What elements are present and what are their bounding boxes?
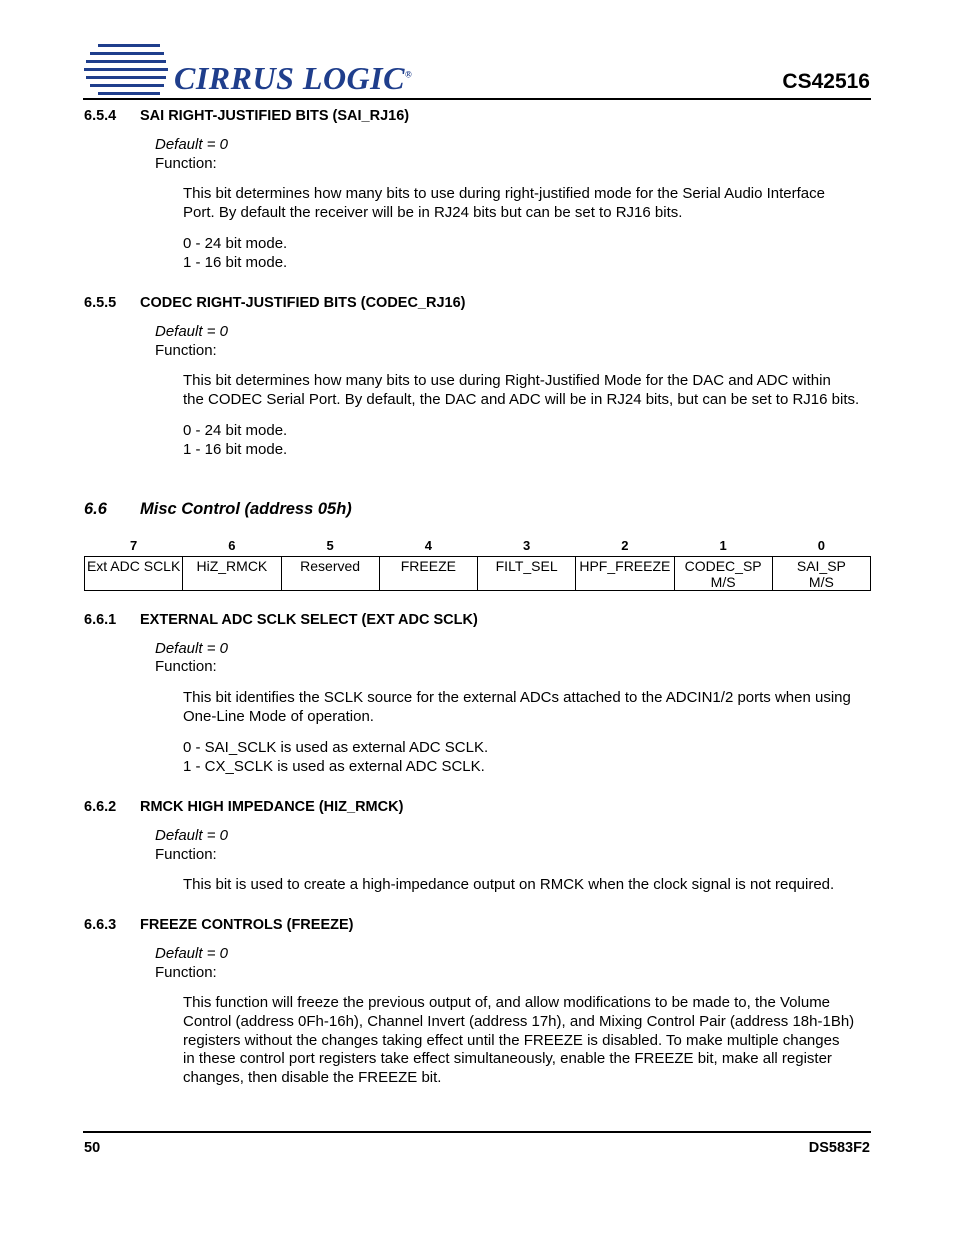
section-heading-6-6-2 (84, 799, 403, 815)
logo-wordmark: CIRRUS LOGIC (174, 60, 405, 96)
default-value: Default = 0 (155, 136, 228, 153)
section-heading-6-5-4 (84, 108, 409, 124)
section-number: 6.6.1 (84, 612, 117, 628)
section-number: 6.6.3 (84, 917, 117, 933)
bit-number: 3 (523, 538, 531, 553)
bit-number: 0 (817, 538, 825, 553)
bit-number: 4 (424, 538, 432, 553)
bit-number: 5 (326, 538, 334, 553)
bit-name: Ext ADC SCLK (86, 558, 181, 574)
option-1: 1 - 16 bit mode. (183, 441, 288, 458)
bit-cell-reserved (281, 557, 379, 591)
header-rule (83, 98, 871, 100)
description-line: changes, then disable the FREEZE bit. (183, 1069, 442, 1087)
description-line: This bit identifies the SCLK source for the external ADCs attached to the ADCIN1/2 ports when using (183, 689, 851, 706)
description (183, 372, 873, 410)
function-label: Function: (155, 155, 217, 172)
section-title: RMCK HIGH IMPEDANCE (HIZ_RMCK) (140, 799, 404, 815)
registered-mark: ® (404, 69, 413, 80)
section-title: Misc Control (address 05h) (140, 500, 352, 518)
description (183, 994, 873, 1088)
register-bit-table (84, 538, 871, 591)
bit-number-row (85, 538, 871, 557)
bit-cell-hiz-rmck (183, 557, 281, 591)
section-number: 6.6.2 (84, 799, 117, 815)
description-line: Port. By default the receiver will be in RJ24 bits but can be set to RJ16 bits. (183, 203, 683, 221)
bit-name-row (85, 557, 871, 591)
option-1: 1 - CX_SCLK is used as external ADC SCLK. (183, 758, 485, 775)
function-label: Function: (155, 658, 217, 675)
description-line: registers without the changes taking effect until the FREEZE is disabled. To make multiple changes (183, 1031, 840, 1049)
bit-name: SAI_SP (796, 558, 846, 574)
description-line: This bit determines how many bits to use during right-justified mode for the Serial Audio Interface (183, 185, 825, 202)
bit-name: HiZ_RMCK (196, 558, 268, 574)
section-title: EXTERNAL ADC SCLK SELECT (EXT ADC SCLK) (140, 612, 478, 628)
function-label: Function: (155, 342, 217, 359)
description (183, 876, 873, 895)
logo-swoosh-icon (84, 40, 184, 98)
default-value: Default = 0 (155, 827, 228, 844)
bit-cell-sai-sp (772, 557, 870, 591)
bit-name: HPF_FREEZE (579, 558, 671, 574)
description-line: the CODEC Serial Port. By default, the DAC and ADC will be in RJ24 bits, but can be set to RJ16 bits. (183, 390, 860, 408)
page-number: 50 (84, 1140, 101, 1156)
option-0: 0 - SAI_SCLK is used as external ADC SCLK. (183, 739, 489, 756)
bit-name-line2: M/S (710, 574, 736, 590)
bit-number: 6 (228, 538, 236, 553)
bit-name: CODEC_SP (684, 558, 762, 574)
section-number: 6.5.4 (84, 108, 117, 124)
bit-cell-hpf-freeze (576, 557, 674, 591)
bit-name-line2: M/S (808, 574, 834, 590)
bit-name: FREEZE (400, 558, 456, 574)
document-id: DS583F2 (808, 1140, 870, 1156)
bit-cell-codec-sp (674, 557, 772, 591)
default-value: Default = 0 (155, 640, 228, 657)
description-line: One-Line Mode of operation. (183, 707, 374, 725)
bit-name: FILT_SEL (495, 558, 558, 574)
option-0: 0 - 24 bit mode. (183, 235, 288, 252)
default-value: Default = 0 (155, 323, 228, 340)
description-line: Control (address 0Fh-16h), Channel Invert (address 17h), and Mixing Control Pair (address 18h-1Bh) (183, 1012, 855, 1030)
option-0: 0 - 24 bit mode. (183, 422, 288, 439)
bit-number: 2 (621, 538, 629, 553)
bit-cell-freeze (379, 557, 477, 591)
function-label: Function: (155, 846, 217, 863)
function-label: Function: (155, 964, 217, 981)
company-logo (84, 40, 413, 98)
section-title: CODEC RIGHT-JUSTIFIED BITS (CODEC_RJ16) (140, 295, 466, 311)
section-number: 6.5.5 (84, 295, 117, 311)
part-number: CS42516 (782, 70, 870, 93)
footer-rule (83, 1131, 871, 1133)
description-line: This bit is used to create a high-impedance output on RMCK when the clock signal is not required. (183, 876, 835, 893)
section-heading-6-6 (84, 500, 352, 519)
description (183, 689, 873, 727)
section-heading-6-5-5 (84, 295, 466, 311)
section-title: SAI RIGHT-JUSTIFIED BITS (SAI_RJ16) (140, 108, 410, 124)
bit-number: 1 (719, 538, 727, 553)
bit-cell-ext-adc-sclk (85, 557, 183, 591)
bit-name: Reserved (300, 558, 361, 574)
section-heading-6-6-1 (84, 612, 478, 628)
section-title: FREEZE CONTROLS (FREEZE) (140, 917, 354, 933)
description-line: This function will freeze the previous output of, and allow modifications to be made to, the Volume (183, 994, 831, 1011)
section-number: 6.6 (84, 500, 107, 518)
default-value: Default = 0 (155, 945, 228, 962)
option-1: 1 - 16 bit mode. (183, 254, 288, 271)
description-line: This bit determines how many bits to use during Right-Justified Mode for the DAC and ADC within (183, 372, 831, 389)
bit-cell-filt-sel (478, 557, 576, 591)
description-line: in these control port registers take effect simultaneously, enable the FREEZE bit, make all register (183, 1050, 832, 1068)
section-heading-6-6-3 (84, 917, 353, 933)
description (183, 185, 873, 223)
bit-number: 7 (130, 538, 138, 553)
